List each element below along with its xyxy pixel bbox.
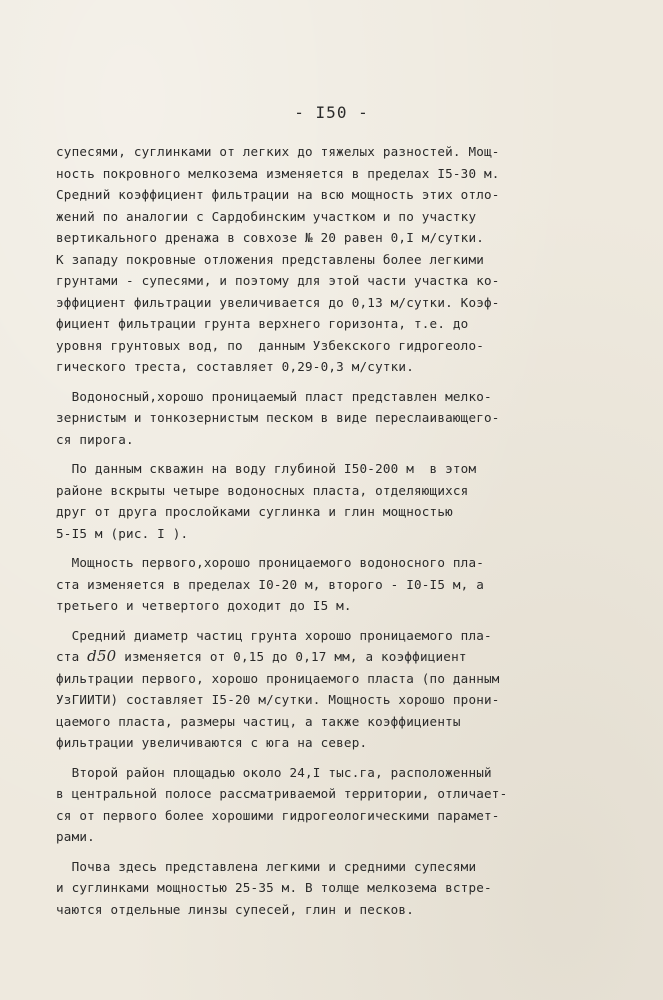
- text-line: Почва здесь представлена легкими и средними супесями: [56, 858, 477, 874]
- text-line: грунтами - супесями, и поэтому для этой части участка ко-: [56, 273, 500, 288]
- text-line: Средний диаметр частиц грунта хорошо проницаемого пла-: [56, 627, 492, 643]
- body-text: [56, 141, 616, 920]
- text-line: третьего и четвертого доходит до I5 м.: [56, 598, 352, 613]
- text-fragment: изменяется от 0,15 до 0,17 мм, а коэффициент: [116, 649, 467, 664]
- text-line: гического треста, составляет 0,29-0,3 м/сутки.: [56, 359, 414, 374]
- text-line: По данным скважин на воду глубиной I50-200 м в этом: [56, 461, 477, 476]
- text-line: рами.: [56, 829, 95, 844]
- text-line: и суглинками мощностью 25-35 м. В толще мелкозема встре-: [56, 880, 492, 895]
- text-line: вертикального дренажа в совхозе № 20 равен 0,I м/сутки.: [56, 230, 485, 245]
- text-line: Второй район площадью около 24,I тыс.га, расположенный: [56, 764, 492, 780]
- text-line: ся пирога.: [56, 431, 134, 447]
- text-line: УзГИИТИ) составляет I5-20 м/сутки. Мощность хорошо прони-: [56, 692, 500, 707]
- d50-symbol: d50: [87, 647, 117, 665]
- text-line: уровня грунтовых вод, по данным Узбекского гидрогеоло-: [56, 337, 485, 353]
- text-line: эффициент фильтрации увеличивается до 0,13 м/сутки. Коэф-: [56, 294, 500, 310]
- text-fragment: ста: [56, 649, 88, 664]
- text-line: Водоносный,хорошо проницаемый пласт представлен мелко-: [56, 388, 492, 404]
- page-number: - I50 -: [294, 103, 369, 122]
- text-line: К западу покровные отложения представлены более легкими: [56, 251, 485, 267]
- text-line: жений по аналогии с Сардобинским участком и по участку: [56, 208, 477, 224]
- text-line: в центральной полосе рассматриваемой территории, отличает-: [56, 786, 508, 801]
- text-line: супесями, суглинками от легких до тяжелых разностей. Мощ-: [56, 144, 500, 159]
- text-line: ста изменяется в пределах I0-20 м, второго - I0-I5 м, а: [56, 576, 485, 592]
- text-line: ность покровного мелкозема изменяется в пределах I5-30 м.: [56, 165, 500, 181]
- text-line: ся от первого более хорошими гидрогеологическими парамет-: [56, 807, 500, 823]
- text-line: фильтрации первого, хорошо проницаемого пласта (по данным: [56, 670, 500, 686]
- text-line: Средний коэффициент фильтрации на всю мощность этих отло-: [56, 187, 500, 202]
- text-line: Мощность первого,хорошо проницаемого водоносного пла-: [56, 555, 485, 570]
- text-line: районе вскрыты четыре водоносных пласта, отделяющихся: [56, 482, 469, 498]
- text-line: зернистым и тонкозернистым песком в виде переслаивающего-: [56, 410, 500, 425]
- text-line: фильтрации увеличиваются с юга на север.: [56, 735, 368, 750]
- text-line: друг от друга прослойками суглинка и глин мощностью: [56, 504, 453, 519]
- text-line: фициент фильтрации грунта верхнего горизонта, т.е. до: [56, 316, 469, 331]
- text-line: чаются отдельные линзы супесей, глин и песков.: [56, 901, 414, 917]
- text-line: 5-I5 м (рис. I ).: [56, 525, 189, 541]
- text-line: [56, 646, 616, 668]
- text-line: цаемого пласта, размеры частиц, а также коэффициенты: [56, 713, 461, 729]
